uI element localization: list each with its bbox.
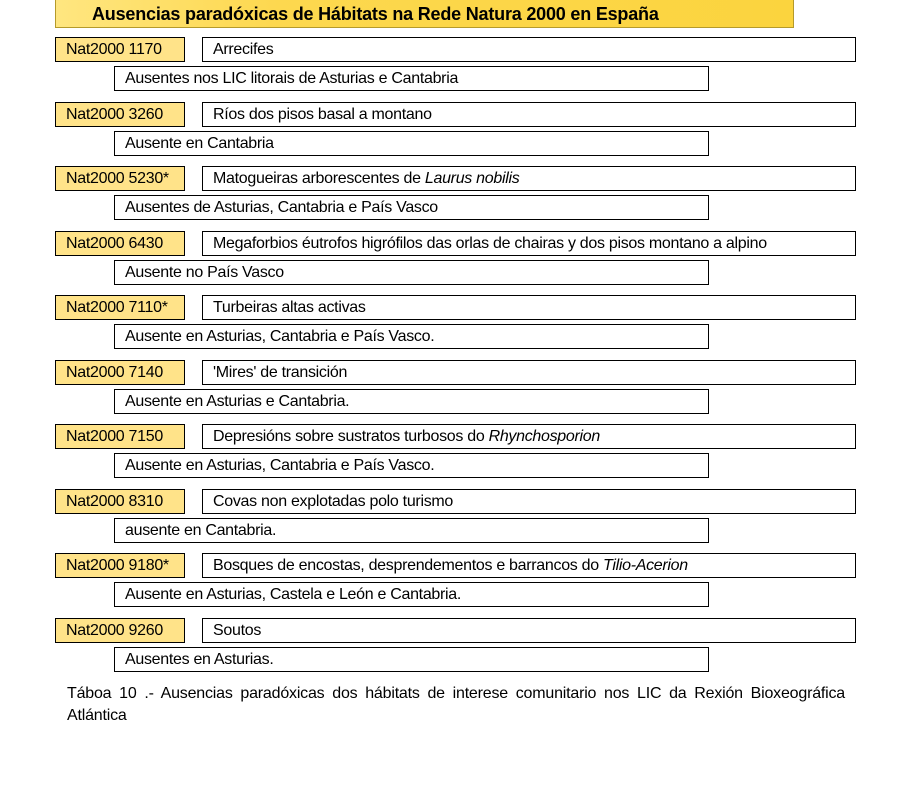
habitat-name-italic: Laurus nobilis	[424, 170, 520, 187]
habitat-name-text: Ríos dos pisos basal a montano	[213, 106, 432, 123]
habitat-code: Nat2000 7140	[55, 360, 185, 385]
habitat-entry	[0, 360, 914, 416]
habitat-absence-note: Ausente en Asturias, Castela e León e Cantabria.	[114, 582, 709, 607]
habitat-code: Nat2000 7150	[55, 424, 185, 449]
habitat-absence-note: ausente en Cantabria.	[114, 518, 709, 543]
habitat-name-text: Covas non explotadas polo turismo	[213, 493, 454, 510]
habitat-absence-note: Ausente en Cantabria	[114, 131, 709, 156]
habitat-code: Nat2000 9180*	[55, 553, 185, 578]
habitat-name-text: Megaforbios éutrofos higrófilos das orlas de chairas y dos pisos montano a alpino	[213, 235, 767, 252]
habitat-code: Nat2000 6430	[55, 231, 185, 256]
habitat-entry	[0, 618, 914, 674]
habitat-entry	[0, 424, 914, 480]
habitat-code: Nat2000 9260	[55, 618, 185, 643]
table-caption: Táboa 10 .- Ausencias paradóxicas dos hábitats de interese comunitario nos LIC da Rexión Bioxeográfica Atlántica	[67, 685, 845, 724]
habitat-code: Nat2000 8310	[55, 489, 185, 514]
habitat-code: Nat2000 7110*	[55, 295, 185, 320]
habitat-name	[202, 553, 856, 578]
habitat-name	[202, 424, 856, 449]
habitat-entry	[0, 102, 914, 158]
habitat-name-text: Bosques de encostas, desprendementos e barrancos do	[213, 557, 603, 574]
habitat-name	[202, 166, 856, 191]
habitat-name-italic: Tilio-Acerion	[603, 557, 688, 574]
habitat-entry	[0, 37, 914, 93]
habitat-name	[202, 231, 856, 256]
habitat-name	[202, 102, 856, 127]
habitat-absence-note: Ausentes de Asturias, Cantabria e País Vasco	[114, 195, 709, 220]
habitat-name	[202, 489, 856, 514]
habitat-name-italic: Rhynchosporion	[488, 428, 600, 445]
habitat-name	[202, 360, 856, 385]
habitat-name-text: Turbeiras altas activas	[213, 299, 366, 316]
habitat-name-text: Matogueiras arborescentes de	[213, 170, 425, 187]
habitat-entry	[0, 231, 914, 287]
habitat-name-text: Soutos	[213, 622, 262, 639]
habitat-absence-note: Ausente en Asturias e Cantabria.	[114, 389, 709, 414]
habitat-absence-note: Ausentes en Asturias.	[114, 647, 709, 672]
table-title: Ausencias paradóxicas de Hábitats na Rede Natura 2000 en España	[55, 0, 794, 28]
habitat-name	[202, 37, 856, 62]
habitat-entry	[0, 489, 914, 545]
habitat-entry	[0, 295, 914, 351]
habitat-absence-note: Ausentes nos LIC litorais de Asturias e Cantabria	[114, 66, 709, 91]
habitat-code: Nat2000 5230*	[55, 166, 185, 191]
habitat-absence-note: Ausente en Asturias, Cantabria e País Vasco.	[114, 453, 709, 478]
habitat-code: Nat2000 3260	[55, 102, 185, 127]
habitat-absence-note: Ausente en Asturias, Cantabria e País Vasco.	[114, 324, 709, 349]
habitat-name-text: Arrecifes	[213, 41, 274, 58]
habitat-entry	[0, 166, 914, 222]
habitat-code: Nat2000 1170	[55, 37, 185, 62]
habitat-absence-note: Ausente no País Vasco	[114, 260, 709, 285]
habitat-name	[202, 618, 856, 643]
habitat-name	[202, 295, 856, 320]
habitat-entry	[0, 553, 914, 609]
habitat-name-text: 'Mires' de transición	[213, 364, 348, 381]
habitat-name-text: Depresións sobre sustratos turbosos do	[213, 428, 489, 445]
